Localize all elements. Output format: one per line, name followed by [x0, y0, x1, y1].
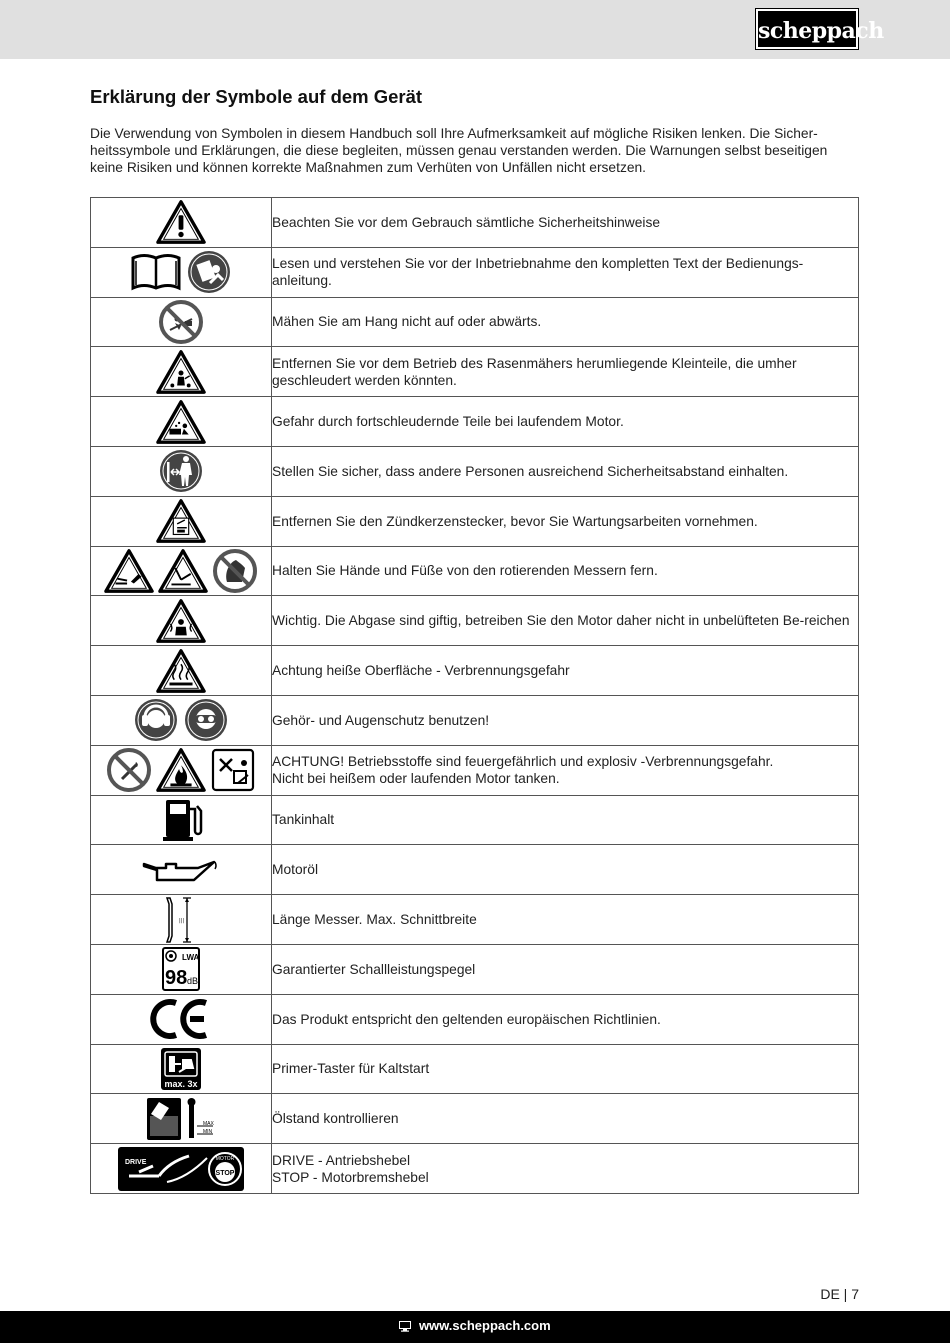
read-manual-icon — [91, 247, 272, 297]
svg-text:MIN: MIN — [203, 1128, 213, 1135]
symbol-description — [272, 596, 859, 646]
symbol-description — [272, 198, 859, 248]
symbol-description — [272, 895, 859, 945]
website-url: www.scheppach.com — [418, 1318, 551, 1333]
svg-text:DRIVE: DRIVE — [125, 1158, 147, 1166]
description-line: Gefahr durch fortschleudernde Teile bei laufendem Motor. — [272, 414, 624, 430]
symbol-description — [272, 795, 859, 845]
symbol-description — [272, 496, 859, 546]
symbol-row — [91, 994, 859, 1044]
symbol-description — [272, 247, 859, 297]
description-line: STOP - Motorbremshebel — [272, 1169, 429, 1185]
svg-text:|||: ||| — [179, 917, 185, 924]
description-line: Ölstand kontrollieren — [272, 1111, 399, 1127]
symbol-description — [272, 646, 859, 696]
symbol-description — [272, 845, 859, 895]
svg-text:max. 3x: max. 3x — [164, 1078, 198, 1089]
blade-length-icon — [91, 895, 272, 945]
symbol-description — [272, 1144, 859, 1194]
symbol-row — [91, 745, 859, 795]
description-line: Entfernen Sie den Zündkerzenstecker, bevor Sie Wartungsarbeiten vornehmen. — [272, 513, 758, 529]
description-line: Das Produkt entspricht den geltenden europäischen Richtlinien. — [272, 1011, 661, 1027]
symbol-description — [272, 745, 859, 795]
description-line: Gehör- und Augenschutz benutzen! — [272, 712, 490, 728]
symbol-row — [91, 397, 859, 447]
symbol-description — [272, 546, 859, 596]
description-line: Achtung heiße Oberfläche - Verbrennungsgefahr — [272, 663, 570, 679]
description-line: Stellen Sie sicher, dass andere Personen ausreichend Sicherheitsabstand einhalten. — [272, 463, 789, 479]
symbol-description — [272, 347, 859, 397]
symbol-description — [272, 944, 859, 994]
symbol-row — [91, 845, 859, 895]
symbol-row — [91, 1094, 859, 1144]
symbols-table — [90, 197, 859, 1194]
symbol-description — [272, 297, 859, 347]
description-line: Tankinhalt — [272, 812, 335, 828]
toxic-fumes-icon — [91, 596, 272, 646]
safety-distance-icon — [91, 446, 272, 496]
symbol-description — [272, 695, 859, 745]
svg-text:LWA: LWA — [182, 953, 200, 963]
description-line: Motoröl — [272, 862, 319, 878]
no-slope-mowing-icon — [91, 297, 272, 347]
rotating-blades-icon — [91, 546, 272, 596]
symbol-description — [272, 994, 859, 1044]
ce-mark-icon — [91, 994, 272, 1044]
spark-plug-icon — [91, 496, 272, 546]
description-line: Lesen und verstehen Sie vor der Inbetriebnahme den kompletten Text der Bedienungs-anleitung. — [272, 256, 804, 289]
description-line: Nicht bei heißem oder laufenden Motor tanken. — [272, 771, 560, 787]
symbol-row — [91, 944, 859, 994]
page-number: DE | 7 — [820, 1286, 859, 1302]
symbol-row — [91, 347, 859, 397]
description-line: Primer-Taster für Kaltstart — [272, 1061, 430, 1077]
description-line: DRIVE - Antriebshebel — [272, 1152, 411, 1168]
symbol-row — [91, 695, 859, 745]
general-warning-icon — [91, 198, 272, 248]
symbol-description — [272, 446, 859, 496]
symbol-row — [91, 247, 859, 297]
page-footer — [0, 1311, 950, 1343]
hot-surface-icon — [91, 646, 272, 696]
fire-hazard-icon — [91, 745, 272, 795]
description-line: Mähen Sie am Hang nicht auf oder abwärts. — [272, 314, 542, 330]
drive-stop-lever-icon — [91, 1144, 272, 1194]
primer-button-icon — [91, 1044, 272, 1094]
description-line: Entfernen Sie vor dem Betrieb des Rasenmähers herumliegende Kleinteile, die umher geschleudert werden könnten. — [272, 355, 797, 388]
remove-debris-icon — [91, 347, 272, 397]
scheppach-logo: scheppach — [756, 9, 858, 49]
svg-text:STOP: STOP — [215, 1169, 235, 1177]
symbol-row — [91, 546, 859, 596]
description-line: Beachten Sie vor dem Gebrauch sämtliche Sicherheitshinweise — [272, 214, 661, 230]
description-line: Wichtig. Die Abgase sind giftig, betreiben Sie den Motor daher nicht in unbelüfteten Be-reichen — [272, 613, 850, 629]
symbol-description — [272, 1094, 859, 1144]
symbol-row — [91, 795, 859, 845]
symbol-row — [91, 895, 859, 945]
description-line: Länge Messer. Max. Schnittbreite — [272, 912, 477, 928]
symbol-description — [272, 397, 859, 447]
fuel-tank-icon — [91, 795, 272, 845]
page-title: Erklärung der Symbole auf dem Gerät — [90, 86, 423, 107]
oil-level-icon — [91, 1094, 272, 1144]
description-line: Halten Sie Hände und Füße von den rotierenden Messern fern. — [272, 563, 658, 579]
symbol-description — [272, 1044, 859, 1094]
symbol-row — [91, 1144, 859, 1194]
hearing-eye-protection-icon — [91, 695, 272, 745]
symbol-row — [91, 1044, 859, 1094]
page-header — [0, 0, 950, 59]
flying-objects-icon — [91, 397, 272, 447]
svg-text:dB: dB — [187, 976, 199, 987]
svg-text:98: 98 — [165, 967, 188, 990]
symbol-row — [91, 596, 859, 646]
symbol-row — [91, 297, 859, 347]
description-line: Garantierter Schallleistungspegel — [272, 961, 476, 977]
symbol-row — [91, 646, 859, 696]
intro-paragraph: Die Verwendung von Symbolen in diesem Handbuch soll Ihre Aufmerksamkeit auf mögliche Risiken lenken. Die Sicherheitssymbole und Erklärungen, die diese begleiten, müssen genau verstanden werden. Die Warnungen selbst beseitigen keine Risiken und können korrekte Maßnahmen zum Verhüten von Unfällen nicht ersetzen. — [90, 126, 828, 175]
engine-oil-icon — [91, 845, 272, 895]
description-line: ACHTUNG! Betriebsstoffe sind feuergefährlich und explosiv -Verbrennungsgefahr. — [272, 754, 774, 770]
symbol-row — [91, 496, 859, 546]
monitor-icon — [399, 1321, 411, 1332]
svg-text:MOTOR: MOTOR — [215, 1155, 235, 1162]
sound-power-icon — [91, 944, 272, 994]
symbol-row — [91, 198, 859, 248]
svg-text:MAX: MAX — [203, 1120, 214, 1127]
symbol-row — [91, 446, 859, 496]
